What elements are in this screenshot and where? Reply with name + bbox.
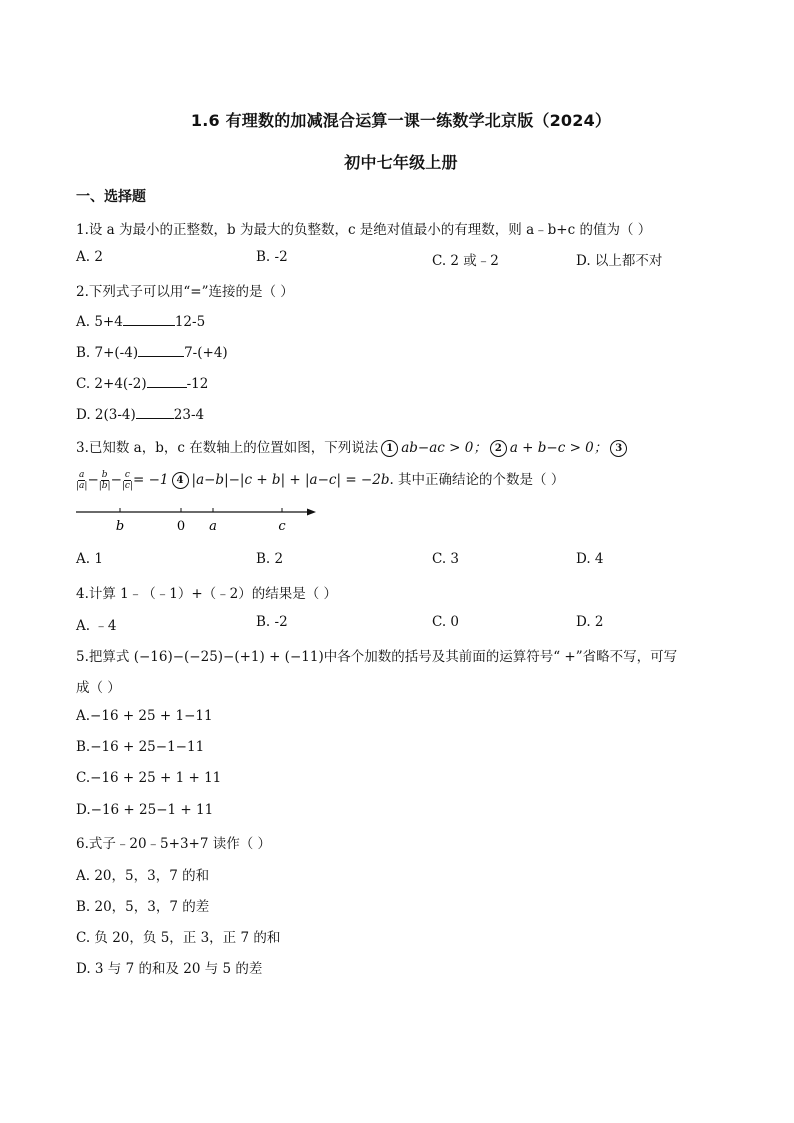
- statement-1-expression: ab−ac > 0；: [401, 440, 487, 456]
- circled-number-2: 2: [490, 440, 507, 457]
- option-expression-left: C. 2+4(-2): [76, 376, 147, 392]
- question-1-option-b: B. -2: [256, 249, 288, 265]
- document-subtitle: 初中七年级上册: [344, 153, 458, 172]
- question-3-option-a: A. 1: [76, 551, 103, 567]
- answer-blank: [123, 313, 175, 326]
- circled-number-1: 1: [381, 440, 398, 457]
- option-expression-left: D. 2(3-4): [76, 407, 136, 423]
- question-6-option-c: C. 负 20，负 5，正 3，正 7 的和: [76, 930, 281, 946]
- question-1-stem: 1.设 a 为最小的正整数，b 为最大的负整数，c 是绝对值最小的有理数，则 a﹣b+c 的值为（ ）: [76, 222, 652, 238]
- question-4-option-a: A. ﹣4: [76, 618, 117, 634]
- question-4-stem: 4.计算 1﹣（﹣1）+（﹣2）的结果是（ ）: [76, 586, 338, 602]
- question-2-stem: 2.下列式子可以用“=”连接的是（ ）: [76, 284, 294, 300]
- question-6-option-b: B. 20，5，3，7 的差: [76, 899, 210, 915]
- fraction-b: [99, 470, 111, 491]
- option-expression-right: -12: [186, 376, 209, 392]
- number-line-figure: [76, 500, 336, 540]
- question-5-option-c: C.−16 + 25 + 1 + 11: [76, 770, 222, 786]
- fraction-denominator: |b|: [98, 481, 111, 491]
- question-4-option-b: B. -2: [256, 614, 288, 630]
- document-title: 1.6 有理数的加减混合运算一课一练数学北京版（2024）: [190, 111, 612, 130]
- answer-blank: [138, 344, 184, 357]
- question-5-option-d: D.−16 + 25−1 + 11: [76, 802, 214, 818]
- fraction-numerator: a: [79, 470, 85, 480]
- fraction-c: [122, 470, 133, 491]
- number-line-arrow: [307, 509, 316, 516]
- question-1-option-a: A. 2: [76, 249, 103, 265]
- circled-number-4: 4: [172, 472, 189, 489]
- question-5-option-b: B.−16 + 25−1−11: [76, 739, 205, 755]
- statement-4-expression: |a−b|−|c + b| + |a−c| = −2b: [191, 472, 390, 488]
- fraction-a: [76, 470, 87, 491]
- question-1-option-d: D. 以上都不对: [576, 253, 663, 269]
- question-6-option-d: D. 3 与 7 的和及 20 与 5 的差: [76, 961, 263, 977]
- circled-number-3: 3: [610, 440, 627, 457]
- question-5-option-a: A.−16 + 25 + 1−11: [76, 708, 213, 724]
- axis-label-a: a: [209, 519, 217, 534]
- statement-2-expression: a + b−c > 0；: [509, 440, 608, 456]
- question-1-option-c: C. 2 或﹣2: [432, 253, 499, 269]
- question-6-option-a: A. 20，5，3，7 的和: [76, 868, 210, 884]
- question-4-option-d: D. 2: [576, 614, 604, 630]
- question-4-option-c: C. 0: [432, 614, 460, 630]
- option-expression-right: 7-(+4): [184, 345, 228, 361]
- fraction-numerator: b: [101, 470, 108, 480]
- question-3-stem-text: 3.已知数 a，b，c 在数轴上的位置如图，下列说法: [76, 440, 379, 456]
- option-expression-left: A. 5+4: [76, 314, 123, 330]
- question-3-option-c: C. 3: [432, 551, 460, 567]
- question-6-stem: 6.式子﹣20﹣5+3+7 读作（ ）: [76, 836, 272, 852]
- question-3-option-d: D. 4: [576, 551, 604, 567]
- fraction-denominator: |c|: [121, 481, 133, 491]
- question-3-option-b: B. 2: [256, 551, 284, 567]
- question-5-stem-text: 5.把算式: [76, 649, 130, 665]
- question-2-option-b: [76, 344, 228, 361]
- answer-blank: [136, 406, 174, 419]
- axis-label-b: b: [115, 519, 125, 534]
- statement-3-result: = −1: [133, 472, 169, 488]
- question-2-option-c: [76, 375, 208, 392]
- option-expression-right: 12-5: [174, 314, 206, 330]
- question-2-option-d: [76, 406, 204, 423]
- question-5-stem-text-cont: 中各个加数的括号及其前面的运算符号“ +”省略不写，可写: [323, 649, 678, 665]
- axis-label-zero: 0: [176, 519, 186, 534]
- option-expression-right: 23-4: [173, 407, 205, 423]
- option-expression-left: B. 7+(-4): [76, 345, 139, 361]
- question-3-stem-end: . 其中正确结论的个数是（ ）: [389, 472, 565, 488]
- question-2-option-a: [76, 313, 205, 330]
- question-5-expression: (−16)−(−25)−(+1) + (−11): [133, 649, 324, 665]
- axis-label-c: c: [278, 519, 286, 534]
- fraction-denominator: |a|: [76, 481, 88, 491]
- question-5-stem-line1: [76, 645, 677, 665]
- question-3-stem-line2: $\frac{a}{|a|}$ − $\frac{b}{|b|}$ − $\frac{c}{|c|}$ = −1 4 |a−b|−|c + b| + |a−c| = −2b. 其中正确结论的个数是（ ）: [76, 470, 565, 491]
- fraction-numerator: c: [124, 470, 130, 480]
- question-5-stem-line2: 成（ ）: [76, 680, 121, 696]
- question-3-stem-line1: [76, 436, 630, 457]
- answer-blank: [147, 375, 187, 388]
- section-heading: 一、选择题: [76, 189, 146, 205]
